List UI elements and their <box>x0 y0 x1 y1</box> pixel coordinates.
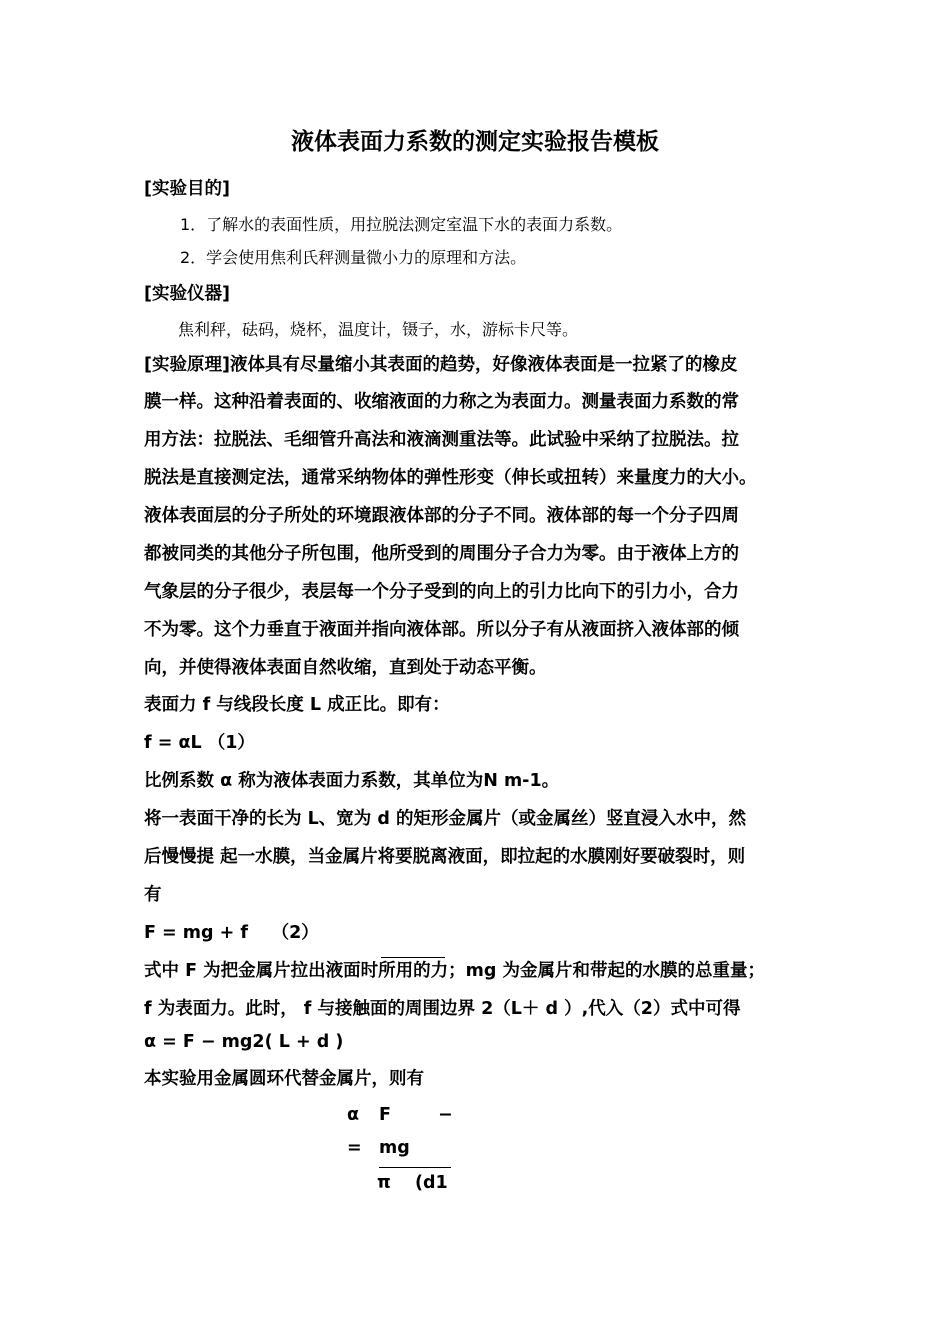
principle-line-20: 本实验用金属圆环代替金属片，则有 <box>144 1069 424 1089</box>
purpose-item-1: 1．了解水的表面性质，用拉脱法测定室温下水的表面力系数。 <box>180 215 623 234</box>
principle-line-5: 液体表面层的分子所处的环境跟液体部的分子不同。液体部的每一个分子四周 <box>144 506 739 526</box>
principle-line-4: 脱法是直接测定法，通常采纳物体的弹性形变（伸长或扭转）来量度力的大小。 <box>144 468 757 488</box>
fraction-bar <box>379 1167 451 1168</box>
purpose-heading: [实验目的] <box>144 179 230 199</box>
formula-alpha: α <box>347 1105 360 1125</box>
principle-line-3: 用方法：拉脱法、毛细管升高法和液滴测重法等。此试验中采纳了拉脱法。拉 <box>144 430 739 450</box>
principle-line-1: [实验原理]液体具有尽量缩小其表面的趋势，好像液体表面是一拉紧了的橡皮 <box>144 355 738 375</box>
overbar-line <box>381 957 445 958</box>
formula-minus: − <box>438 1105 453 1125</box>
principle-line-10: 表面力 f 与线段长度 L 成正比。即有： <box>144 695 450 715</box>
instruments-list: 焦利秤，砝码，烧杯，温度计，镊子，水，游标卡尺等。 <box>178 320 579 339</box>
formula-d1: (d1 <box>415 1173 448 1193</box>
purpose-item-2: 2．学会使用焦利氏秤测量微小力的原理和方法。 <box>180 248 527 267</box>
principle-line-6: 都被同类的其他分子所包围，他所受到的周围分子合力为零。由于液体上方的 <box>144 544 739 564</box>
principle-line-17: 式中 F 为把金属片拉出液面时所用的力；mg 为金属片和带起的水膜的总重量； <box>144 961 765 981</box>
equation-2: F = mg + f （2） <box>144 923 319 943</box>
equation-1: f = αL （1） <box>144 733 255 753</box>
principle-line-15: 有 <box>144 885 162 905</box>
principle-line-12: 比例系数 α 称为液体表面力系数，其单位为N m-1。 <box>144 771 560 791</box>
principle-line-14: 后慢慢提 起一水膜，当金属片将要脱离液面，即拉起的水膜刚好要破裂时，则 <box>144 847 746 867</box>
principle-line-8: 不为零。这个力垂直于液面并指向液体部。所以分子有从液面挤入液体部的倾 <box>144 620 739 640</box>
instruments-heading: [实验仪器] <box>144 284 230 304</box>
principle-line-13: 将一表面干净的长为 L、宽为 d 的矩形金属片（或金属丝）竖直浸入水中，然 <box>144 809 746 829</box>
formula-pi: π <box>377 1173 391 1193</box>
formula-F: F <box>379 1105 391 1125</box>
principle-line-9: 向，并使得液体表面自然收缩，直到处于动态平衡。 <box>144 658 547 678</box>
principle-line-2: 膜一样。这种沿着表面的、收缩液面的力称之为表面力。测量表面力系数的常 <box>144 392 739 412</box>
equation-alpha: α = F − mg2( L + d ) <box>144 1032 344 1052</box>
principle-line-18: f 为表面力。此时， f 与接触面的周围边界 2（L＋ d ）,代入（2）式中可得 <box>144 999 741 1019</box>
principle-line-7: 气象层的分子很少，表层每一个分子受到的向上的引力比向下的引力小，合力 <box>144 582 739 602</box>
formula-equals: = <box>347 1138 362 1158</box>
formula-mg: mg <box>379 1138 410 1158</box>
page-title: 液体表面力系数的测定实验报告模板 <box>291 129 659 155</box>
